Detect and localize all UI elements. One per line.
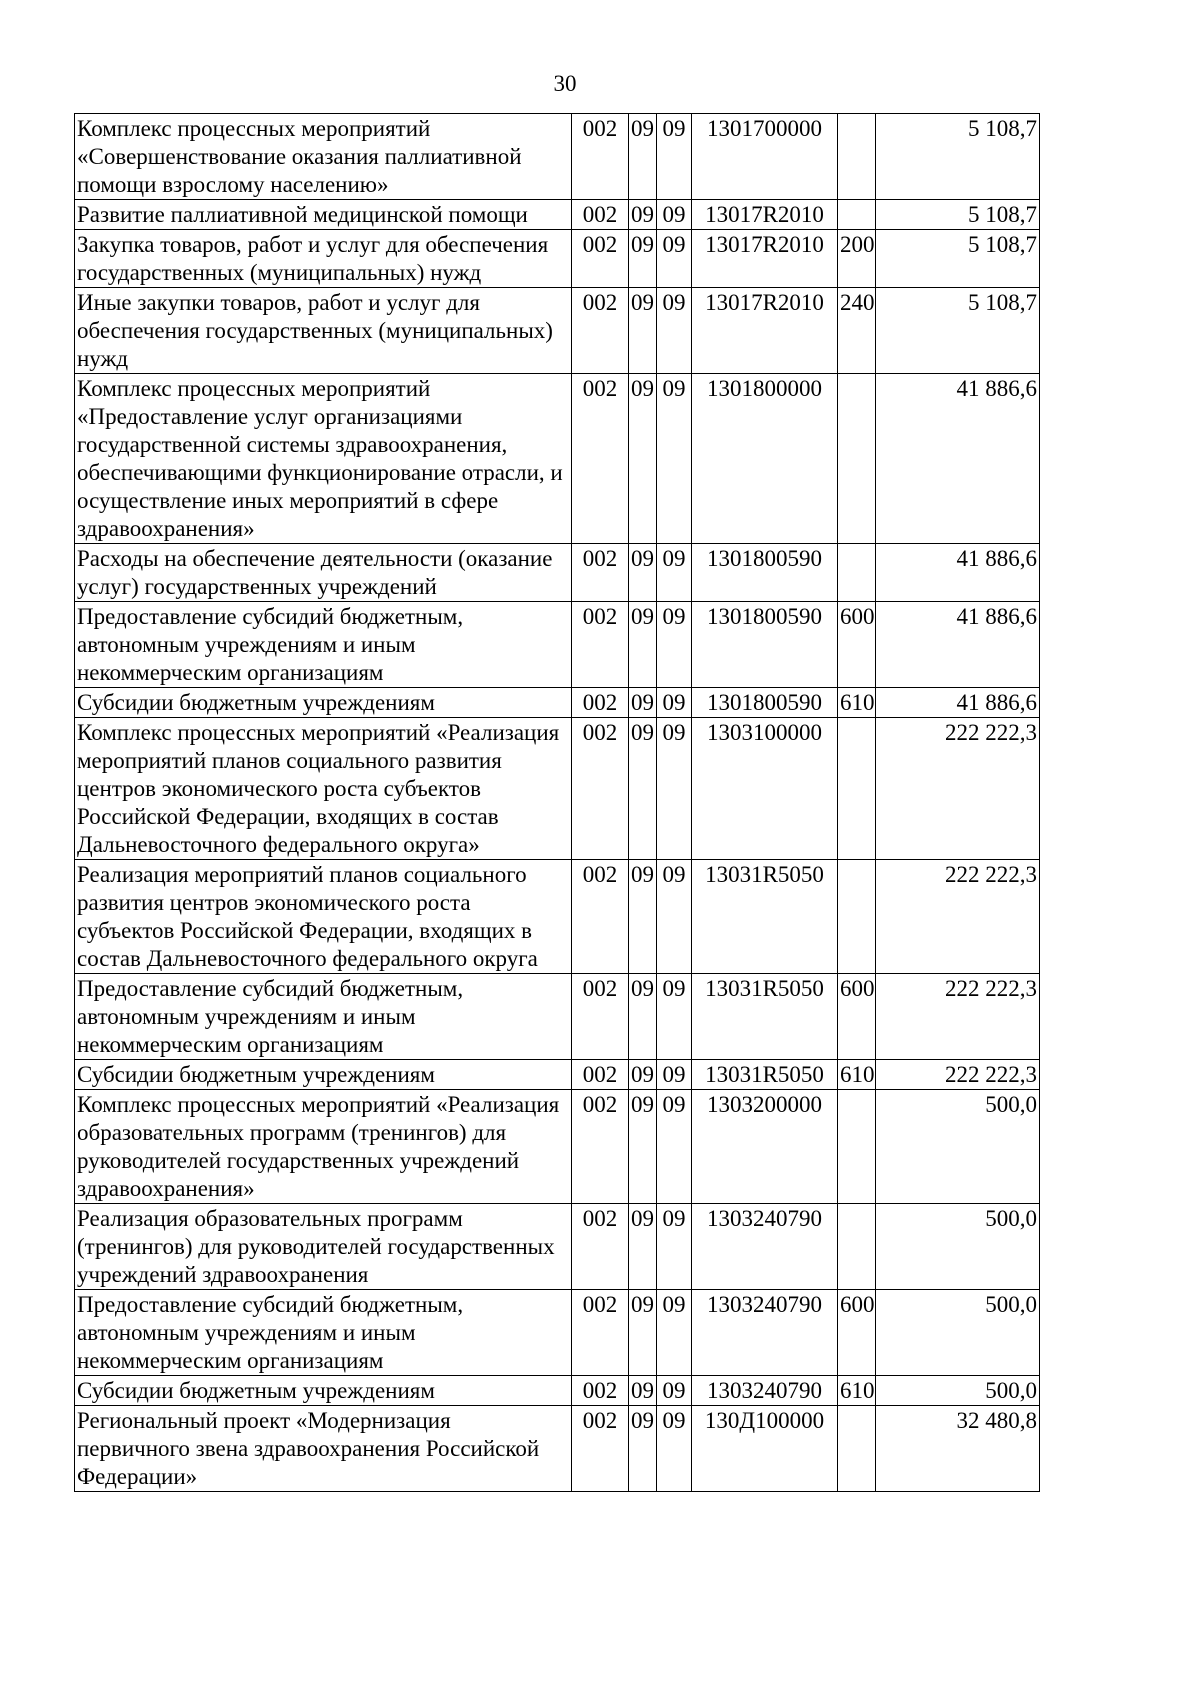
amount-cell: 222 222,3 <box>876 974 1040 1060</box>
subsection-code-cell: 09 <box>657 1060 692 1090</box>
subsection-code-cell: 09 <box>657 1290 692 1376</box>
target-article-code-cell: 1301800590 <box>692 544 838 602</box>
table-row <box>75 114 1040 200</box>
subsection-code-cell: 09 <box>657 602 692 688</box>
ministry-code-cell: 002 <box>572 230 629 288</box>
expense-name-cell: Расходы на обеспечение деятельности (оказание услуг) государственных учреждений <box>75 544 572 602</box>
amount-cell: 222 222,3 <box>876 718 1040 860</box>
ministry-code-cell: 002 <box>572 860 629 974</box>
ministry-code-cell: 002 <box>572 1376 629 1406</box>
expense-type-code-cell: 600 <box>838 1290 876 1376</box>
expense-name-cell: Иные закупки товаров, работ и услуг для обеспечения государственных (муниципальных) нужд <box>75 288 572 374</box>
amount-cell: 41 886,6 <box>876 374 1040 544</box>
target-article-code-cell: 1303240790 <box>692 1376 838 1406</box>
table-row <box>75 1290 1040 1376</box>
section-code-cell: 09 <box>629 1290 657 1376</box>
target-article-code-cell: 1301700000 <box>692 114 838 200</box>
section-code-cell: 09 <box>629 200 657 230</box>
subsection-code-cell: 09 <box>657 718 692 860</box>
target-article-code-cell: 1301800000 <box>692 374 838 544</box>
target-article-code-cell: 1303100000 <box>692 718 838 860</box>
expense-name-cell: Комплекс процессных мероприятий «Предоставление услуг организациями государственной системы здравоохранения, обеспечивающими функционирование отрасли, и осуществление иных мероприятий в сфере здравоохранения» <box>75 374 572 544</box>
expense-type-code-cell: 200 <box>838 230 876 288</box>
amount-cell: 5 108,7 <box>876 230 1040 288</box>
subsection-code-cell: 09 <box>657 1376 692 1406</box>
section-code-cell: 09 <box>629 230 657 288</box>
expense-type-code-cell <box>838 718 876 860</box>
section-code-cell: 09 <box>629 1204 657 1290</box>
section-code-cell: 09 <box>629 688 657 718</box>
expense-name-cell: Комплекс процессных мероприятий «Совершенствование оказания паллиативной помощи взрослому населению» <box>75 114 572 200</box>
subsection-code-cell: 09 <box>657 288 692 374</box>
expense-name-cell: Субсидии бюджетным учреждениям <box>75 1376 572 1406</box>
expense-name-cell: Комплекс процессных мероприятий «Реализация мероприятий планов социального развития центров экономического роста субъектов Российской Федерации, входящих в состав Дальневосточного федерального округа» <box>75 718 572 860</box>
table-row <box>75 1090 1040 1204</box>
expense-name-cell: Субсидии бюджетным учреждениям <box>75 1060 572 1090</box>
expense-name-cell: Предоставление субсидий бюджетным, автономным учреждениям и иным некоммерческим организациям <box>75 602 572 688</box>
ministry-code-cell: 002 <box>572 602 629 688</box>
section-code-cell: 09 <box>629 974 657 1060</box>
ministry-code-cell: 002 <box>572 1060 629 1090</box>
subsection-code-cell: 09 <box>657 1204 692 1290</box>
ministry-code-cell: 002 <box>572 374 629 544</box>
subsection-code-cell: 09 <box>657 114 692 200</box>
target-article-code-cell: 1301800590 <box>692 688 838 718</box>
amount-cell: 222 222,3 <box>876 1060 1040 1090</box>
section-code-cell: 09 <box>629 1376 657 1406</box>
subsection-code-cell: 09 <box>657 1406 692 1492</box>
amount-cell: 500,0 <box>876 1204 1040 1290</box>
target-article-code-cell: 13031R5050 <box>692 974 838 1060</box>
ministry-code-cell: 002 <box>572 200 629 230</box>
amount-cell: 5 108,7 <box>876 288 1040 374</box>
table-row <box>75 374 1040 544</box>
ministry-code-cell: 002 <box>572 1406 629 1492</box>
section-code-cell: 09 <box>629 544 657 602</box>
expense-type-code-cell <box>838 200 876 230</box>
table-row <box>75 718 1040 860</box>
expense-type-code-cell <box>838 114 876 200</box>
expense-name-cell: Реализация мероприятий планов социального развития центров экономического роста субъектов Российской Федерации, входящих в состав Дальневосточного федерального округа <box>75 860 572 974</box>
table-row <box>75 200 1040 230</box>
section-code-cell: 09 <box>629 860 657 974</box>
expense-type-code-cell: 600 <box>838 602 876 688</box>
section-code-cell: 09 <box>629 718 657 860</box>
page-number: 30 <box>553 71 577 96</box>
table-row <box>75 688 1040 718</box>
target-article-code-cell: 13031R5050 <box>692 860 838 974</box>
table-row <box>75 602 1040 688</box>
expense-name-cell: Закупка товаров, работ и услуг для обеспечения государственных (муниципальных) нужд <box>75 230 572 288</box>
expense-type-code-cell <box>838 1204 876 1290</box>
amount-cell: 41 886,6 <box>876 688 1040 718</box>
amount-cell: 500,0 <box>876 1290 1040 1376</box>
expense-name-cell: Предоставление субсидий бюджетным, автономным учреждениям и иным некоммерческим организациям <box>75 1290 572 1376</box>
table-row <box>75 1406 1040 1492</box>
table-row <box>75 544 1040 602</box>
target-article-code-cell: 13017R2010 <box>692 230 838 288</box>
table-row <box>75 288 1040 374</box>
expense-name-cell: Субсидии бюджетным учреждениям <box>75 688 572 718</box>
subsection-code-cell: 09 <box>657 374 692 544</box>
expense-type-code-cell: 240 <box>838 288 876 374</box>
subsection-code-cell: 09 <box>657 860 692 974</box>
table-row <box>75 974 1040 1060</box>
expense-type-code-cell <box>838 1090 876 1204</box>
amount-cell: 41 886,6 <box>876 602 1040 688</box>
amount-cell: 41 886,6 <box>876 544 1040 602</box>
expense-name-cell: Развитие паллиативной медицинской помощи <box>75 200 572 230</box>
table-row <box>75 230 1040 288</box>
expense-type-code-cell: 610 <box>838 1060 876 1090</box>
amount-cell: 500,0 <box>876 1376 1040 1406</box>
expense-name-cell: Комплекс процессных мероприятий «Реализация образовательных программ (тренингов) для руководителей государственных учреждений здравоохранения» <box>75 1090 572 1204</box>
expense-name-cell: Региональный проект «Модернизация первичного звена здравоохранения Российской Федерации» <box>75 1406 572 1492</box>
section-code-cell: 09 <box>629 288 657 374</box>
expense-type-code-cell <box>838 544 876 602</box>
section-code-cell: 09 <box>629 114 657 200</box>
subsection-code-cell: 09 <box>657 544 692 602</box>
ministry-code-cell: 002 <box>572 114 629 200</box>
amount-cell: 500,0 <box>876 1090 1040 1204</box>
subsection-code-cell: 09 <box>657 200 692 230</box>
table-row <box>75 1060 1040 1090</box>
table-row <box>75 860 1040 974</box>
ministry-code-cell: 002 <box>572 1290 629 1376</box>
expense-type-code-cell: 600 <box>838 974 876 1060</box>
section-code-cell: 09 <box>629 1406 657 1492</box>
amount-cell: 5 108,7 <box>876 200 1040 230</box>
target-article-code-cell: 1303200000 <box>692 1090 838 1204</box>
expense-name-cell: Предоставление субсидий бюджетным, автономным учреждениям и иным некоммерческим организациям <box>75 974 572 1060</box>
ministry-code-cell: 002 <box>572 1090 629 1204</box>
ministry-code-cell: 002 <box>572 718 629 860</box>
target-article-code-cell: 130Д100000 <box>692 1406 838 1492</box>
amount-cell: 5 108,7 <box>876 114 1040 200</box>
target-article-code-cell: 1303240790 <box>692 1290 838 1376</box>
amount-cell: 32 480,8 <box>876 1406 1040 1492</box>
ministry-code-cell: 002 <box>572 688 629 718</box>
expense-type-code-cell <box>838 1406 876 1492</box>
subsection-code-cell: 09 <box>657 974 692 1060</box>
section-code-cell: 09 <box>629 374 657 544</box>
target-article-code-cell: 13017R2010 <box>692 200 838 230</box>
ministry-code-cell: 002 <box>572 288 629 374</box>
table-body <box>75 114 1040 1492</box>
target-article-code-cell: 1301800590 <box>692 602 838 688</box>
subsection-code-cell: 09 <box>657 1090 692 1204</box>
target-article-code-cell: 13017R2010 <box>692 288 838 374</box>
target-article-code-cell: 13031R5050 <box>692 1060 838 1090</box>
section-code-cell: 09 <box>629 1090 657 1204</box>
ministry-code-cell: 002 <box>572 544 629 602</box>
table-row <box>75 1204 1040 1290</box>
subsection-code-cell: 09 <box>657 230 692 288</box>
table-row <box>75 1376 1040 1406</box>
section-code-cell: 09 <box>629 1060 657 1090</box>
expense-type-code-cell <box>838 860 876 974</box>
budget-table <box>74 113 1040 1492</box>
section-code-cell: 09 <box>629 602 657 688</box>
expense-type-code-cell: 610 <box>838 1376 876 1406</box>
target-article-code-cell: 1303240790 <box>692 1204 838 1290</box>
expense-name-cell: Реализация образовательных программ (тренингов) для руководителей государственных учреждений здравоохранения <box>75 1204 572 1290</box>
ministry-code-cell: 002 <box>572 1204 629 1290</box>
ministry-code-cell: 002 <box>572 974 629 1060</box>
subsection-code-cell: 09 <box>657 688 692 718</box>
expense-type-code-cell: 610 <box>838 688 876 718</box>
expense-type-code-cell <box>838 374 876 544</box>
amount-cell: 222 222,3 <box>876 860 1040 974</box>
